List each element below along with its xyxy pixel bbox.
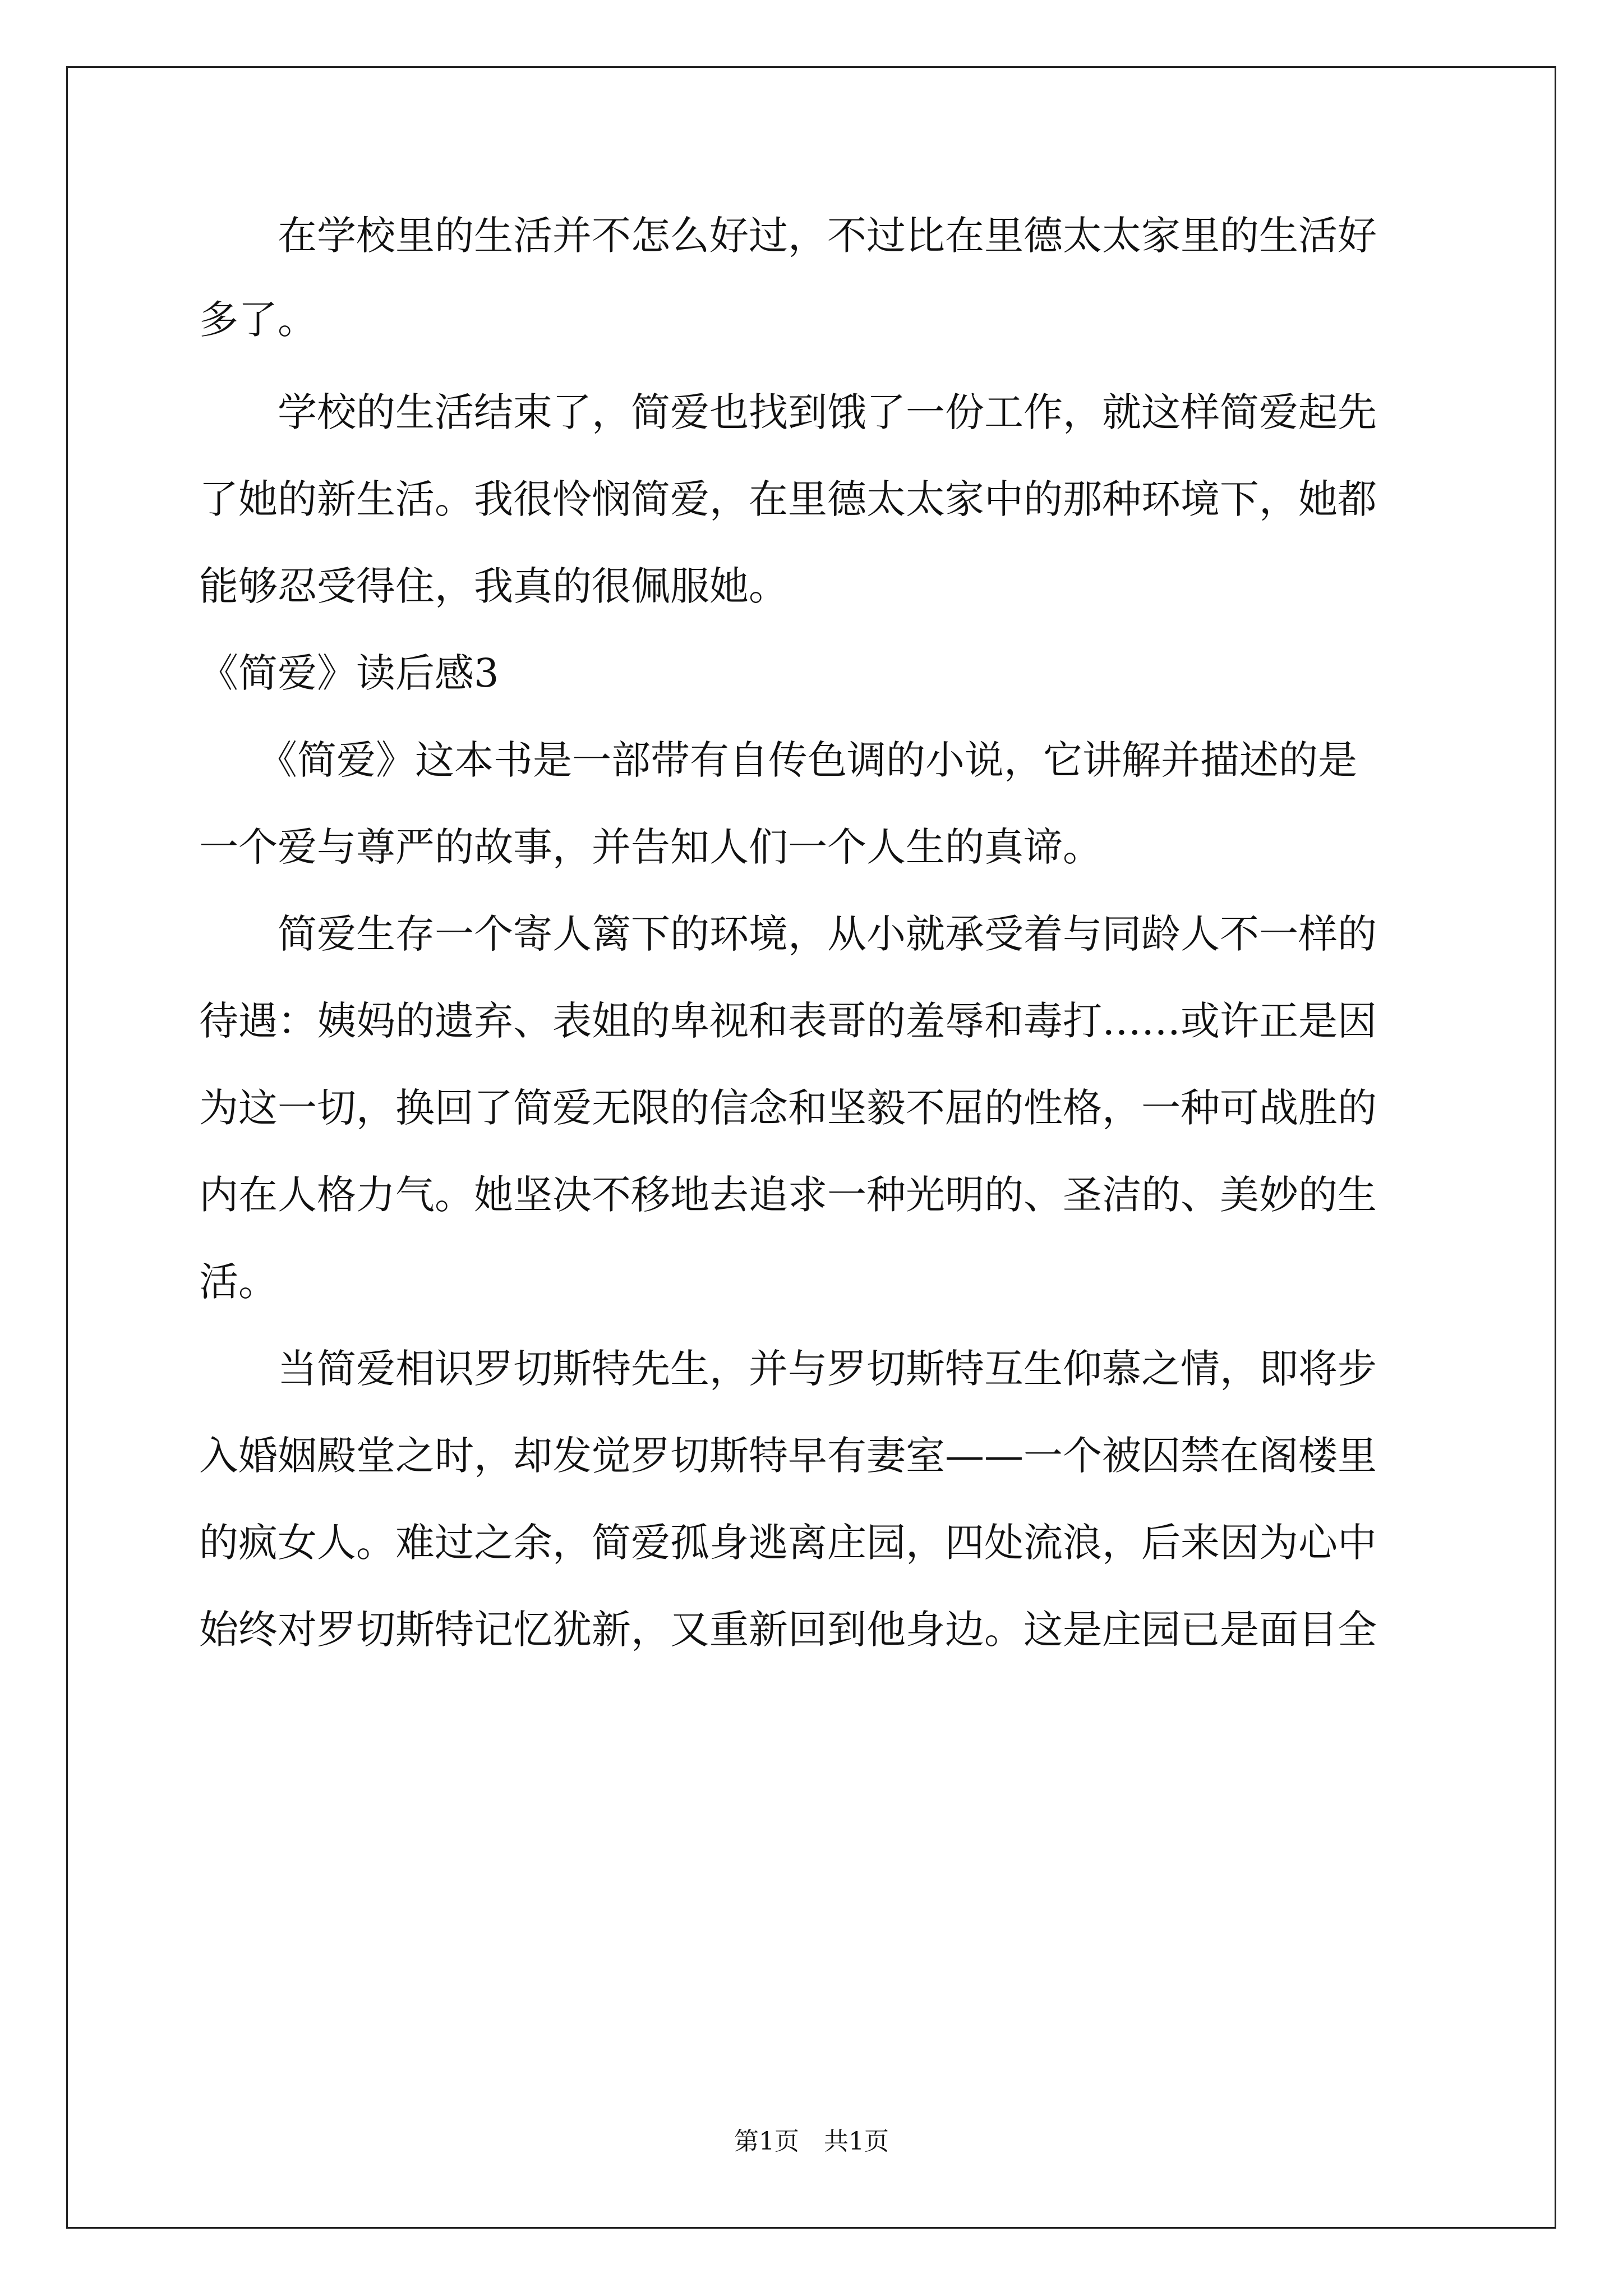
text-line: 简爱生存一个寄人篱下的环境，从小就承受着与同龄人不一样的 bbox=[199, 911, 1377, 957]
text-line: 活。 bbox=[199, 1259, 278, 1305]
text-line: 学校的生活结束了，简爱也找到饿了一份工作，就这样简爱起先 bbox=[199, 389, 1377, 435]
text-line: 入婚姻殿堂之时，却发觉罗切斯特早有妻室——一个被囚禁在阁楼里 bbox=[199, 1433, 1377, 1479]
page-number-footer: 第1页 共1页 bbox=[734, 2127, 889, 2156]
text-line: 内在人格力气。她坚决不移地去追求一种光明的、圣洁的、美妙的生 bbox=[199, 1172, 1377, 1218]
text-line: 为这一切，换回了简爱无限的信念和坚毅不屈的性格，一种可战胜的 bbox=[199, 1085, 1377, 1131]
text-line: 的疯女人。难过之余，简爱孤身逃离庄园，四处流浪，后来因为心中 bbox=[199, 1520, 1377, 1566]
text-line: 在学校里的生活并不怎么好过，不过比在里德太太家里的生活好 bbox=[199, 213, 1377, 259]
text-line: 多了。 bbox=[199, 297, 317, 343]
text-line: 始终对罗切斯特记忆犹新，又重新回到他身边。这是庄园已是面目全 bbox=[199, 1607, 1377, 1653]
text-line: 当简爱相识罗切斯特先生，并与罗切斯特互生仰慕之情，即将步 bbox=[199, 1346, 1377, 1392]
section-title: 《简爱》读后感3 bbox=[199, 650, 499, 696]
text-line: 《简爱》这本书是一部带有自传色调的小说，它讲解并描述的是 bbox=[199, 737, 1357, 783]
text-line: 一个爱与尊严的故事，并告知人们一个人生的真谛。 bbox=[199, 824, 1102, 870]
text-line: 待遇：姨妈的遗弃、表姐的卑视和表哥的羞辱和毒打……或许正是因 bbox=[199, 998, 1377, 1044]
text-line: 能够忍受得住，我真的很佩服她。 bbox=[199, 563, 788, 609]
text-line: 了她的新生活。我很怜悯简爱，在里德太太家中的那种环境下，她都 bbox=[199, 476, 1377, 522]
